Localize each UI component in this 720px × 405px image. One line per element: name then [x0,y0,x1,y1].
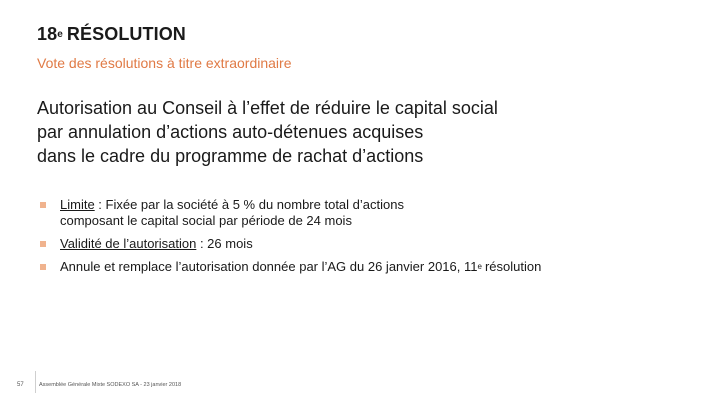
footer-text: Assemblée Générale Mixte SODEXO SA - 23 janvier 2018 [39,382,182,388]
bullet-marker-icon [40,264,46,270]
bullet-label-validite: Validité de l’autorisation [60,236,197,251]
bullet-list [40,197,680,277]
bullet-item-validite [40,236,680,252]
bullet-item-annule [40,259,680,277]
bullet-text-end: résolution [484,259,542,274]
resolution-title: RÉSOLUTION [66,24,186,44]
bullet-marker-icon [40,241,46,247]
bullet-text: : 26 mois [196,236,253,251]
heading-line: Autorisation au Conseil à l’effet de réduire le capital social [37,98,498,118]
bullet-label-limite: Limite [60,197,95,212]
heading-line: dans le cadre du programme de rachat d’actions [37,146,424,166]
bullet-text-continued: composant le capital social par période de 24 mois [60,213,352,228]
slide-title [37,24,186,45]
heading-line: par annulation d’actions auto-détenues acquises [37,122,424,142]
ordinal-suffix: e [477,262,482,271]
resolution-number: 18 [37,24,58,44]
bullet-marker-icon [40,202,46,208]
bullet-text: : Fixée par la société à 5 % du nombre total d’actions [94,197,404,212]
page-number: 57 [17,382,24,388]
bullet-text: Annule et remplace l’autorisation donnée par l’AG du 26 janvier 2016, 11 [60,259,478,274]
bullet-item-limite [40,197,680,229]
resolution-heading [37,96,637,168]
resolution-number-suffix: e [57,29,63,40]
slide-subtitle: Vote des résolutions à titre extraordinaire [37,55,292,71]
footer-divider [35,371,36,393]
